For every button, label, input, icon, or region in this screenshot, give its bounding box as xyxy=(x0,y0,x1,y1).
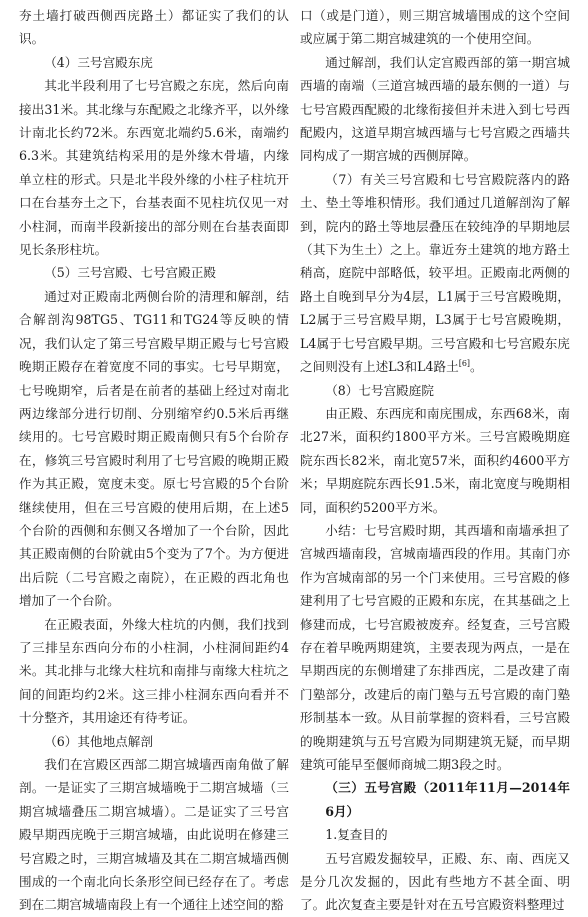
subsection-heading-east-corridor: （4）三号宫殿东庑 xyxy=(44,54,153,70)
section-title-palace-five: （三）五号宫殿（2011年11月—2014年6月） xyxy=(325,780,570,819)
paragraph-main-hall-postholes: 在正殿表面，外缘大柱坑的内侧，我们找到了三排呈东西向分布的小柱洞，小柱洞间距约4米。其北排与北缘大柱坑和南排与南缘大柱坑之间的间距均约2米。这三排小柱洞东西向看并不十分整齐，其用途还有待考证。 xyxy=(19,616,289,726)
paragraph-east-corridor: 其北半段利用了七号宫殿之东庑，然后向南接出31米。其北缘与东配殿之北缘齐平，以外缘计南北长约72米。东西宽北端约5.6米，南端约6.3米。其建筑结构采用的是外缘木骨墙，内缘单立柱的形式。只是北半段外缘的小柱子柱坑开口在台基夯土之下，台基表面不见柱坑仅见一对小柱洞，而南半段新接出的部分则在台基表面即见长条形柱坑。 xyxy=(19,78,289,258)
road-soil-end: 。 xyxy=(470,359,483,375)
paragraph-summary: 小结：七号宫殿时期，其西墙和南墙承担了宫城西墙南段，宫城南墙西段的作用。其南门亦作为宫城南部的另一个门来使用。三号宫殿的修建利用了七号宫殿的正殿和东庑，在其基础之上修建而成，七号宫殿被废弃。经复查，三号宫殿存在着早晚两期建筑，主要表现为两点，一是在早期西庑的东侧增建了东排西庑，二是改建了南门塾部分，改建后的南门塾与五号宫殿的南门塾形制基本一致。从目前掌握的资料看，三号宫殿的晚期建筑与五号宫殿为同期建筑无疑，而早期建筑可能早至偃师商城二期3段之时。 xyxy=(300,522,570,772)
subsection-heading-other-trenches: （6）其他地点解剖 xyxy=(44,733,153,749)
paragraph-other-trenches: 我们在宫殿区西部二期宫城墙西南角做了解剖。一是证实了三期宫城墙晚于二期宫城墙（三期宫城墙叠压二期宫城墙）。二是证实了三号宫殿早期西庑晚于三期宫城墙，由此说明在修建三号宫殿之时，三期宫城墙及其在二期宫城墙西侧围成的一个南北向长条形空间已经存在了。考虑到在二期宫城墙南段上有一个通往上述空间的豁 xyxy=(19,757,289,913)
subsection-heading-purpose: 1.复查目的 xyxy=(325,827,388,843)
subsection-heading-courtyard: （8）七号宫殿庭院 xyxy=(325,382,434,398)
citation-ref[interactable]: [6] xyxy=(458,358,471,368)
right-column xyxy=(300,4,570,917)
paragraph-west-wall: 通过解剖，我们认定宫殿西部的第一期宫城西墙的南端（三道宫城西墙的最东侧的一道）与七号宫殿西配殿的北缘衔接但并未进入到七号西配殿内，这道早期宫城西墙与七号宫殿之西墙共同构成了一期宫城的西侧屏障。 xyxy=(300,54,570,164)
road-soil-text: （7）有关三号宫殿和七号宫殿院落内的路土、垫土等堆积情形。我们通过几道解剖沟了解到，院内的路土等地层叠压在较纯净的早期地层（其下为生土）之上。靠近夯土建筑的地方路土稍高，庭院中部略低，较平坦。正殿南北两侧的路土自晚到早分为4层，L1属于三号宫殿晚期，L2属于三号宫殿早期，L3属于七号宫殿晚期，L4属于七号宫殿早期。三号宫殿和七号宫殿东庑之间则没有上述L3和L4路土 xyxy=(300,171,570,375)
subsection-heading-main-hall: （5）三号宫殿、七号宫殿正殿 xyxy=(44,265,216,281)
paragraph-continuation: 口（或是门道），则三期宫城墙围成的这个空间或应属于第二期宫城建筑的一个使用空间。 xyxy=(300,8,570,47)
paragraph-main-hall-steps: 通过对正殿南北两侧台阶的清理和解剖，结合解剖沟98TG5、TG11和TG24等反映的情况，我们认定了第三号宫殿早期正殿与七号宫殿晚期正殿存在着宽度不同的事实。七号早期宽，七号晚期窄，后者是在前者的基础上经过对南北两边缘部分进行切削、分别缩窄约0.5米后再继续用的。七号宫殿时期正殿南侧只有5个台阶存在，修筑三号宫殿时利用了七号宫殿的晚期正殿作为其正殿，宽度未变。原七号宫殿的5个台阶继续使用，但在三号宫殿的使用后期，在上述5个台阶的西侧和东侧又各增加了一个台阶，因此其正殿南侧的台阶就由5个变为了7个。为方便进出后院（二号宫殿之南院），在正殿的西北角也增加了一个台阶。 xyxy=(19,288,289,609)
paragraph-courtyard: 由正殿、东西庑和南庑围成，东西68米，南北27米，面积约1800平方米。三号宫殿晚期庭院东西长82米，南北宽57米，面积约4600平方米；早期庭院东西长91.5米，南北宽度与晚期相同，面积约5200平方米。 xyxy=(300,405,570,515)
left-column xyxy=(19,4,289,917)
paragraph-road-soil xyxy=(300,168,570,379)
paragraph-continuation: 夯土墙打破西侧西庑路土）都证实了我们的认识。 xyxy=(19,8,289,47)
paragraph-purpose: 五号宫殿发掘较早，正殿、东、南、西庑又是分几次发掘的，因此有些地方不甚全面、明了。此次复查主要是针对在五号宫殿资料整理过 xyxy=(300,850,570,913)
